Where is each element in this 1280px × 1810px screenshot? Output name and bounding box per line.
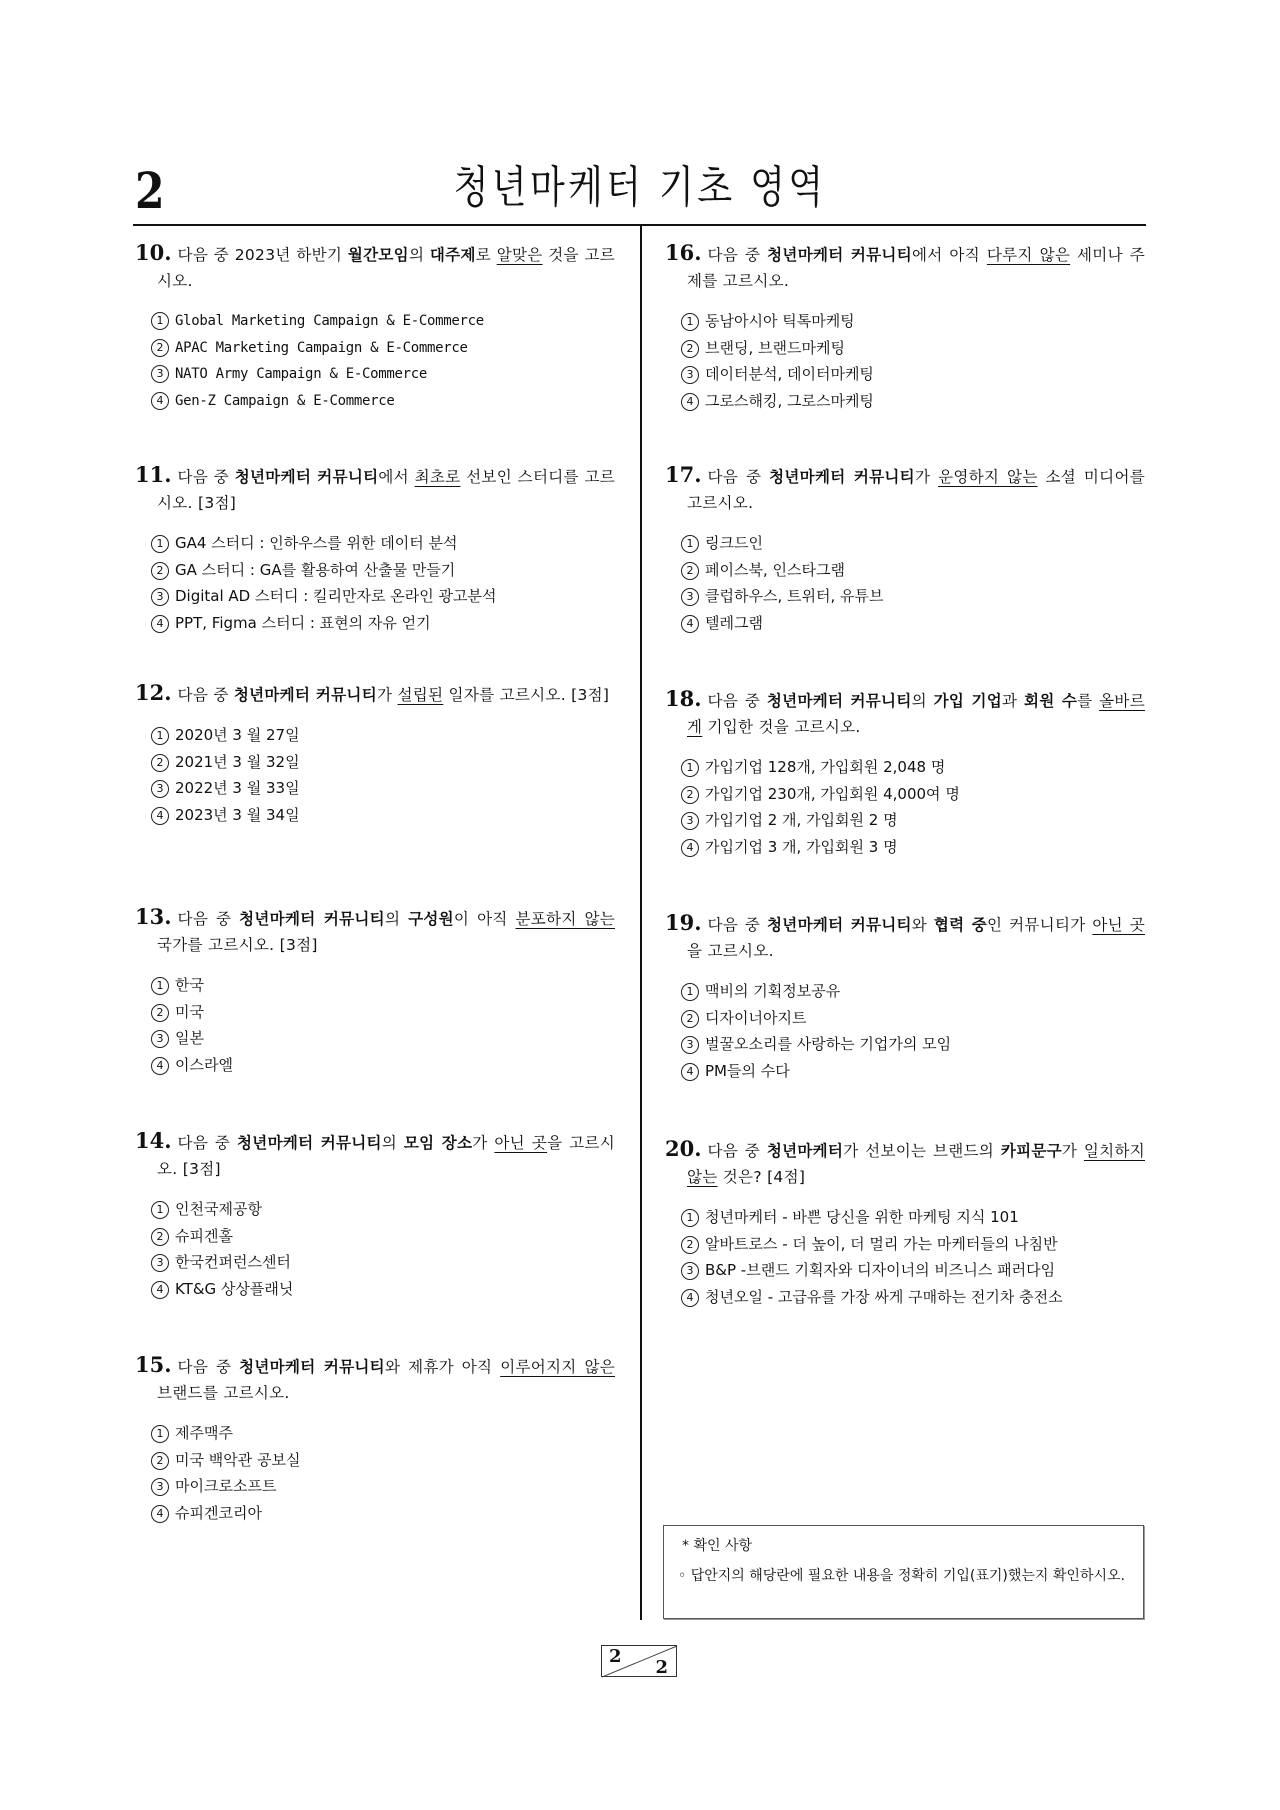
emphasis-underlined: 설립된 bbox=[397, 686, 444, 704]
stem-text: 인 커뮤니티가 bbox=[987, 916, 1093, 934]
stem-text: 가 선보이는 브랜드의 bbox=[843, 1142, 1001, 1160]
answer-option-1[interactable] bbox=[151, 972, 615, 999]
emphasis-underlined: 다루지 않은 bbox=[986, 246, 1071, 264]
answer-option-1[interactable] bbox=[151, 722, 615, 749]
emphasis-bold: 청년마케터 커뮤니티 bbox=[767, 916, 912, 934]
answer-options bbox=[681, 1204, 1145, 1310]
question-15 bbox=[135, 1352, 615, 1526]
option-text: GA4 스터디 : 인하우스를 위한 데이터 분석 bbox=[175, 534, 458, 552]
answer-option-3[interactable] bbox=[681, 583, 1145, 610]
option-text: APAC Marketing Campaign & E-Commerce bbox=[175, 339, 468, 356]
option-text: 동남아시아 틱톡마케팅 bbox=[705, 312, 855, 330]
answer-option-2[interactable] bbox=[151, 557, 615, 584]
emphasis-bold: 모임 장소 bbox=[403, 1134, 473, 1152]
current-page: 2 bbox=[609, 1646, 622, 1667]
emphasis-bold: 청년마케터 커뮤니티 bbox=[767, 246, 912, 264]
emphasis-bold: 청년마케터 커뮤니티 bbox=[239, 1358, 385, 1376]
emphasis-bold: 카피문구 bbox=[1000, 1142, 1062, 1160]
stem-text: 에서 아직 bbox=[911, 246, 987, 264]
emphasis-bold: 가입 기업 bbox=[933, 692, 1002, 710]
answer-option-2[interactable] bbox=[151, 999, 615, 1026]
option-text: 미국 bbox=[175, 1002, 204, 1021]
answer-options bbox=[681, 978, 1145, 1084]
stem-text: 국가를 고르시오. [3점] bbox=[157, 936, 318, 954]
option-text: 일본 bbox=[175, 1029, 204, 1047]
answer-option-3[interactable] bbox=[151, 1025, 615, 1052]
emphasis-bold: 청년마케터 bbox=[766, 1142, 844, 1160]
question-number: 13. bbox=[135, 904, 172, 929]
answer-option-4[interactable] bbox=[681, 1284, 1145, 1311]
option-text: 한국컨퍼런스센터 bbox=[175, 1253, 291, 1271]
circled-number-icon: 4 bbox=[681, 839, 699, 857]
question-stem bbox=[665, 240, 1145, 294]
option-text: Global Marketing Campaign & E-Commerce bbox=[175, 313, 484, 329]
option-text: Gen-Z Campaign & E-Commerce bbox=[175, 392, 395, 409]
circled-number-icon: 3 bbox=[151, 1478, 169, 1496]
emphasis-bold: 청년마케터 커뮤니티 bbox=[769, 468, 915, 486]
stem-text: 에서 bbox=[378, 468, 415, 486]
circled-number-icon: 1 bbox=[681, 313, 699, 331]
emphasis-bold: 구성원 bbox=[408, 910, 454, 928]
emphasis-bold: 회원 수 bbox=[1024, 692, 1078, 710]
question-19 bbox=[665, 910, 1145, 1084]
question-17 bbox=[665, 462, 1145, 636]
answer-options bbox=[151, 1420, 615, 1526]
circled-number-icon: 4 bbox=[681, 615, 699, 633]
circled-number-icon: 3 bbox=[681, 1262, 699, 1280]
option-text: GA 스터디 : GA를 활용하여 산출물 만들기 bbox=[175, 560, 456, 579]
answer-option-1[interactable] bbox=[681, 978, 1145, 1005]
answer-option-3[interactable] bbox=[151, 1249, 615, 1276]
stem-text: 를 bbox=[1077, 692, 1100, 710]
question-number: 14. bbox=[135, 1128, 172, 1153]
option-text: 2022년 3 월 33일 bbox=[175, 779, 300, 797]
circled-number-icon: 2 bbox=[681, 1236, 699, 1254]
circled-number-icon: 2 bbox=[151, 1004, 169, 1022]
question-stem bbox=[665, 910, 1145, 964]
option-text: Digital AD 스터디 : 킬리만자로 온라인 광고분석 bbox=[175, 587, 497, 605]
answer-option-2[interactable] bbox=[151, 749, 615, 776]
circled-number-icon: 1 bbox=[151, 312, 169, 330]
question-10 bbox=[135, 240, 615, 414]
circled-number-icon: 3 bbox=[681, 588, 699, 606]
circled-number-icon: 3 bbox=[151, 1030, 169, 1048]
stem-text: 일자를 고르시오. [3점] bbox=[443, 686, 610, 704]
stem-text: 을 고르시오. [3점] bbox=[157, 1134, 615, 1178]
answer-options bbox=[681, 754, 1145, 860]
question-18 bbox=[665, 686, 1145, 860]
circled-number-icon: 4 bbox=[151, 392, 169, 410]
stem-text: 다음 중 bbox=[177, 1134, 238, 1152]
circled-number-icon: 2 bbox=[151, 339, 169, 357]
stem-text: 와 bbox=[911, 916, 934, 934]
question-stem bbox=[665, 462, 1145, 516]
answer-option-4[interactable] bbox=[151, 388, 615, 415]
answer-option-3[interactable] bbox=[681, 807, 1145, 834]
emphasis-underlined: 아닌 곳 bbox=[494, 1134, 548, 1152]
circled-number-icon: 1 bbox=[151, 1425, 169, 1443]
stem-text: 다음 중 2023년 하반기 bbox=[177, 246, 348, 264]
answer-option-4[interactable] bbox=[681, 1058, 1145, 1085]
answer-options bbox=[151, 972, 615, 1078]
answer-option-2[interactable] bbox=[151, 1223, 615, 1250]
answer-option-1[interactable] bbox=[681, 308, 1145, 335]
note-body: ◦ 답안지의 해당란에 필요한 내용을 정확히 기입(표기)했는지 확인하시오. bbox=[678, 1568, 1125, 1584]
answer-options bbox=[151, 722, 615, 828]
stem-text: 소셜 미디어를 고르시오. bbox=[687, 468, 1145, 512]
emphasis-bold: 월간모임 bbox=[347, 246, 409, 264]
stem-text: 다음 중 bbox=[707, 468, 770, 486]
question-stem bbox=[135, 462, 615, 516]
circled-number-icon: 2 bbox=[151, 1228, 169, 1246]
answer-option-4[interactable] bbox=[151, 610, 615, 637]
circled-number-icon: 1 bbox=[681, 983, 699, 1001]
answer-options bbox=[681, 308, 1145, 414]
answer-option-1[interactable] bbox=[151, 1196, 615, 1223]
stem-text: 가 bbox=[472, 1134, 495, 1152]
question-number: 12. bbox=[135, 680, 172, 705]
stem-text: 다음 중 bbox=[707, 692, 767, 710]
answer-option-4[interactable] bbox=[681, 388, 1145, 415]
question-stem bbox=[135, 240, 615, 294]
question-13 bbox=[135, 904, 615, 1078]
option-text: 가입기업 128개, 가입회원 2,048 명 bbox=[705, 758, 946, 776]
column-divider bbox=[640, 225, 642, 1620]
question-20 bbox=[665, 1136, 1145, 1310]
answer-option-3[interactable] bbox=[681, 1257, 1145, 1284]
answer-option-1[interactable] bbox=[681, 1204, 1145, 1231]
answer-option-4[interactable] bbox=[151, 1500, 615, 1527]
circled-number-icon: 1 bbox=[681, 759, 699, 777]
stem-text: 의 bbox=[911, 692, 934, 710]
option-text: B&P -브랜드 기획자와 디자이너의 비즈니스 패러다임 bbox=[705, 1261, 1056, 1279]
option-text: 마이크로소프트 bbox=[175, 1477, 277, 1495]
circled-number-icon: 2 bbox=[151, 562, 169, 580]
question-stem bbox=[665, 1136, 1145, 1190]
emphasis-underlined: 일치하지 않는 bbox=[687, 1142, 1145, 1186]
circled-number-icon: 3 bbox=[151, 365, 169, 383]
stem-text: 로 bbox=[475, 246, 497, 264]
option-text: 텔레그램 bbox=[705, 613, 763, 632]
answer-option-3[interactable] bbox=[151, 775, 615, 802]
stem-text: 의 bbox=[384, 910, 409, 928]
page-indicator bbox=[601, 1645, 677, 1677]
stem-text: 다음 중 bbox=[177, 686, 234, 704]
option-text: 2023년 3 월 34일 bbox=[175, 805, 300, 824]
stem-text: 의 bbox=[408, 246, 430, 264]
page-number: 2 bbox=[135, 161, 165, 220]
option-text: 미국 백악관 공보실 bbox=[175, 1450, 301, 1469]
emphasis-underlined: 아닌 곳 bbox=[1092, 916, 1145, 934]
circled-number-icon: 4 bbox=[151, 1281, 169, 1299]
stem-text: 을 고르시오. bbox=[687, 942, 774, 960]
stem-text: 다음 중 bbox=[707, 1142, 767, 1160]
circled-number-icon: 3 bbox=[151, 1254, 169, 1272]
question-number: 17. bbox=[665, 462, 702, 487]
stem-text: 이 아직 bbox=[453, 910, 516, 928]
question-12 bbox=[135, 680, 615, 828]
circled-number-icon: 3 bbox=[681, 366, 699, 384]
confirmation-note-box bbox=[663, 1525, 1144, 1619]
option-text: 인천국제공항 bbox=[175, 1200, 262, 1218]
option-text: 페이스북, 인스타그램 bbox=[705, 560, 845, 579]
stem-text: 과 bbox=[1002, 692, 1025, 710]
circled-number-icon: 4 bbox=[151, 807, 169, 825]
question-number: 19. bbox=[665, 910, 702, 935]
option-text: 가입기업 230개, 가입회원 4,000여 명 bbox=[705, 784, 960, 803]
emphasis-bold: 청년마케터 커뮤니티 bbox=[239, 910, 385, 928]
answer-option-4[interactable] bbox=[151, 1052, 615, 1079]
question-number: 11. bbox=[135, 462, 172, 487]
answer-option-3[interactable] bbox=[151, 361, 615, 388]
question-number: 20. bbox=[665, 1136, 702, 1161]
option-text: 슈피겐코리아 bbox=[175, 1503, 262, 1522]
stem-text: 것은? [4점] bbox=[717, 1168, 806, 1186]
emphasis-underlined: 운영하지 않는 bbox=[938, 468, 1038, 486]
question-number: 10. bbox=[135, 240, 172, 265]
answer-option-3[interactable] bbox=[681, 1031, 1145, 1058]
stem-text: 가 bbox=[914, 468, 939, 486]
emphasis-underlined: 최초로 bbox=[414, 468, 461, 486]
option-text: 가입기업 3 개, 가입회원 3 명 bbox=[705, 837, 898, 856]
option-text: 가입기업 2 개, 가입회원 2 명 bbox=[705, 811, 898, 829]
answer-option-4[interactable] bbox=[151, 1276, 615, 1303]
stem-text: 것을 고르시오. bbox=[157, 246, 615, 290]
answer-option-1[interactable] bbox=[151, 1420, 615, 1447]
option-text: NATO Army Campaign & E-Commerce bbox=[175, 366, 427, 382]
emphasis-bold: 청년마케터 커뮤니티 bbox=[237, 1134, 382, 1152]
emphasis-bold: 대주제 bbox=[429, 246, 476, 264]
stem-text: 다음 중 bbox=[707, 246, 768, 264]
total-pages: 2 bbox=[655, 1657, 668, 1678]
emphasis-bold: 청년마케터 커뮤니티 bbox=[233, 686, 377, 704]
option-text: 이스라엘 bbox=[175, 1055, 233, 1074]
answer-option-3[interactable] bbox=[151, 1473, 615, 1500]
option-text: 클럽하우스, 트위터, 유튜브 bbox=[705, 587, 884, 605]
option-text: PM들의 수다 bbox=[705, 1061, 790, 1080]
circled-number-icon: 2 bbox=[151, 1452, 169, 1470]
answer-option-3[interactable] bbox=[151, 583, 615, 610]
option-text: 2021년 3 월 32일 bbox=[175, 752, 300, 771]
circled-number-icon: 4 bbox=[681, 1289, 699, 1307]
circled-number-icon: 1 bbox=[151, 727, 169, 745]
stem-text: 의 bbox=[381, 1134, 404, 1152]
circled-number-icon: 1 bbox=[681, 1209, 699, 1227]
circled-number-icon: 1 bbox=[151, 977, 169, 995]
circled-number-icon: 3 bbox=[151, 588, 169, 606]
answer-option-4[interactable] bbox=[681, 610, 1145, 637]
option-text: 브랜딩, 브랜드마케팅 bbox=[705, 338, 845, 357]
question-16 bbox=[665, 240, 1145, 414]
answer-option-2[interactable] bbox=[681, 1005, 1145, 1032]
emphasis-bold: 청년마케터 커뮤니티 bbox=[234, 468, 379, 486]
question-number: 15. bbox=[135, 1352, 172, 1377]
circled-number-icon: 4 bbox=[681, 1063, 699, 1081]
note-title: * 확인 사항 bbox=[682, 1538, 752, 1554]
question-14 bbox=[135, 1128, 615, 1302]
circled-number-icon: 1 bbox=[681, 535, 699, 553]
option-text: 슈피겐홀 bbox=[175, 1226, 233, 1245]
answer-option-3[interactable] bbox=[681, 361, 1145, 388]
option-text: 2020년 3 월 27일 bbox=[175, 726, 300, 744]
option-text: 맥비의 기획정보공유 bbox=[705, 982, 841, 1000]
option-text: 벌꿀오소리를 사랑하는 기업가의 모임 bbox=[705, 1035, 952, 1053]
option-text: 그로스해킹, 그로스마케팅 bbox=[705, 391, 874, 410]
stem-text: 다음 중 bbox=[707, 916, 768, 934]
circled-number-icon: 2 bbox=[681, 1010, 699, 1028]
emphasis-bold: 협력 중 bbox=[933, 916, 988, 934]
answer-option-2[interactable] bbox=[681, 781, 1145, 808]
page-title: 청년마케터 기초 영역 bbox=[453, 162, 827, 213]
answer-option-1[interactable] bbox=[151, 308, 615, 335]
option-text: 디자이너아지트 bbox=[705, 1008, 807, 1027]
stem-text: 선보인 스터디를 고르시오. [3점] bbox=[157, 468, 616, 512]
stem-text: 와 제휴가 아직 bbox=[384, 1358, 501, 1376]
stem-text: 다음 중 bbox=[177, 910, 240, 928]
option-text: KT&G 상상플래닛 bbox=[175, 1279, 294, 1298]
option-text: 제주맥주 bbox=[175, 1424, 233, 1442]
circled-number-icon: 4 bbox=[681, 393, 699, 411]
answer-options bbox=[151, 308, 615, 414]
circled-number-icon: 2 bbox=[681, 562, 699, 580]
option-text: 링크드인 bbox=[705, 534, 763, 552]
option-text: 청년오일 - 고급유를 가장 싸게 구매하는 전기차 충전소 bbox=[705, 1287, 1063, 1306]
stem-text: 기입한 것을 고르시오. bbox=[702, 718, 861, 736]
circled-number-icon: 2 bbox=[681, 340, 699, 358]
question-number: 16. bbox=[665, 240, 702, 265]
circled-number-icon: 3 bbox=[681, 812, 699, 830]
circled-number-icon: 3 bbox=[681, 1036, 699, 1054]
answer-options bbox=[151, 1196, 615, 1302]
answer-option-1[interactable] bbox=[681, 754, 1145, 781]
answer-option-2[interactable] bbox=[681, 1231, 1145, 1258]
question-number: 18. bbox=[665, 686, 702, 711]
answer-options bbox=[681, 530, 1145, 636]
question-stem bbox=[135, 680, 615, 708]
stem-text: 세미나 주제를 고르시오. bbox=[687, 246, 1146, 290]
circled-number-icon: 2 bbox=[681, 786, 699, 804]
answer-option-4[interactable] bbox=[681, 834, 1145, 861]
circled-number-icon: 4 bbox=[151, 615, 169, 633]
option-text: 청년마케터 - 바쁜 당신을 위한 마케팅 지식 101 bbox=[705, 1208, 1019, 1226]
circled-number-icon: 2 bbox=[151, 754, 169, 772]
question-stem bbox=[665, 686, 1145, 740]
stem-text: 다음 중 bbox=[177, 1358, 240, 1376]
question-11 bbox=[135, 462, 615, 636]
option-text: 알바트로스 - 더 높이, 더 멀리 가는 마케터들의 나침반 bbox=[705, 1234, 1058, 1253]
circled-number-icon: 4 bbox=[151, 1505, 169, 1523]
stem-text: 브랜드를 고르시오. bbox=[157, 1384, 290, 1402]
stem-text: 가 bbox=[1061, 1142, 1084, 1160]
answer-option-2[interactable] bbox=[681, 557, 1145, 584]
question-stem bbox=[135, 904, 615, 958]
option-text: 한국 bbox=[175, 976, 204, 994]
answer-option-2[interactable] bbox=[151, 335, 615, 362]
emphasis-underlined: 분포하지 않는 bbox=[515, 910, 616, 928]
answer-option-2[interactable] bbox=[151, 1447, 615, 1474]
answer-option-4[interactable] bbox=[151, 802, 615, 829]
question-stem bbox=[135, 1128, 615, 1182]
circled-number-icon: 1 bbox=[151, 535, 169, 553]
answer-options bbox=[151, 530, 615, 636]
emphasis-underlined: 올바르게 bbox=[687, 692, 1145, 736]
emphasis-underlined: 알맞은 bbox=[496, 246, 543, 264]
emphasis-bold: 청년마케터 커뮤니티 bbox=[766, 692, 912, 710]
stem-text: 가 bbox=[376, 686, 398, 704]
emphasis-underlined: 이루어지지 않은 bbox=[500, 1358, 616, 1376]
option-text: 데이터분석, 데이터마케팅 bbox=[705, 365, 874, 383]
circled-number-icon: 4 bbox=[151, 1057, 169, 1075]
answer-option-1[interactable] bbox=[681, 530, 1145, 557]
answer-option-2[interactable] bbox=[681, 335, 1145, 362]
option-text: PPT, Figma 스터디 : 표현의 자유 얻기 bbox=[175, 613, 431, 632]
question-stem bbox=[135, 1352, 615, 1406]
circled-number-icon: 3 bbox=[151, 780, 169, 798]
stem-text: 다음 중 bbox=[177, 468, 235, 486]
answer-option-1[interactable] bbox=[151, 530, 615, 557]
circled-number-icon: 1 bbox=[151, 1201, 169, 1219]
